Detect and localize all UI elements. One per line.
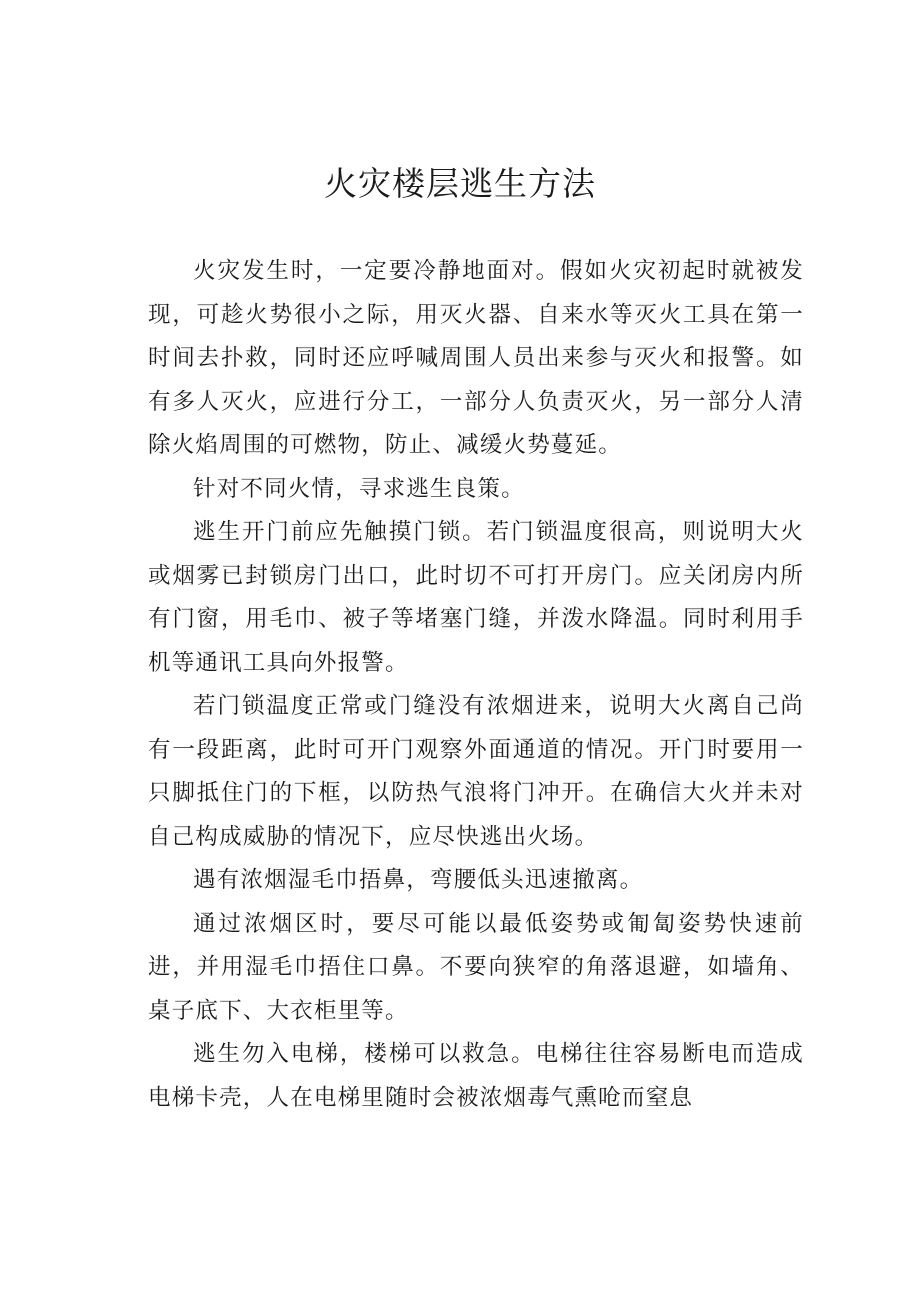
- paragraph: 针对不同火情，寻求逃生良策。: [193, 475, 525, 502]
- paragraph: 遇有浓烟湿毛巾捂鼻，弯腰低头迅速撤离。: [193, 867, 644, 893]
- document-body: [148, 250, 804, 1120]
- paragraph: 火灾发生时，一定要冷静地面对。假如火灾初起时就被发现，可趁火势很小之际，用灭火器、自来水等灭火工具在第一时间去扑救，同时还应呼喊周围人员出来参与灭火和报警。如有多人灭火，应进行分工，一部分人负责灭火，另一部分人清除火焰周围的可燃物，防止、减缓火势蔓延。: [148, 258, 804, 458]
- paragraph: 若门锁温度正常或门缝没有浓烟进来，说明大火离自己尚有一段距离，此时可开门观察外面通道的情况。开门时要用一只脚抵住门的下框，以防热气浪将门冲开。在确信大火并未对自己构成威胁的情况下，应尽快逃出火场。: [148, 693, 804, 850]
- paragraph: 逃生勿入电梯，楼梯可以救急。电梯往往容易断电而造成电梯卡壳，人在电梯里随时会被浓烟毒气熏呛而窒息: [148, 1041, 804, 1111]
- document-title: 火灾楼层逃生方法: [324, 164, 596, 203]
- paragraph: 通过浓烟区时，要尽可能以最低姿势或匍匐姿势快速前进，并用湿毛巾捂住口鼻。不要向狭窄的角落退避，如墙角、桌子底下、大衣柜里等。: [148, 910, 804, 1024]
- paragraph: 逃生开门前应先触摸门锁。若门锁温度很高，则说明大火或烟雾已封锁房门出口，此时切不可打开房门。应关闭房内所有门窗，用毛巾、被子等堵塞门缝，并泼水降温。同时利用手机等通讯工具向外报警。: [148, 519, 804, 676]
